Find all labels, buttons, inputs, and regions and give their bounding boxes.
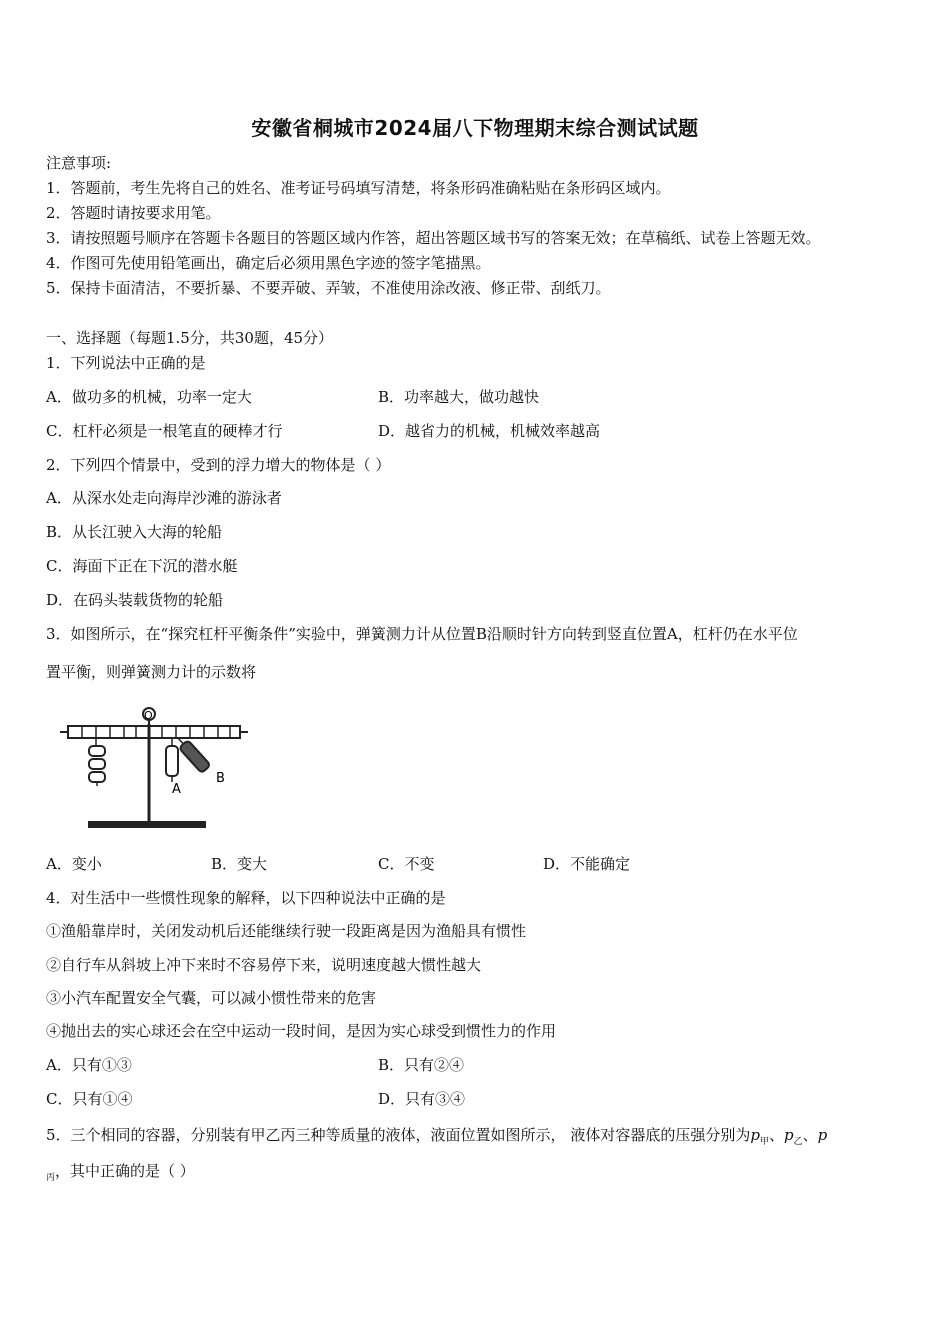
q2-option-d: D．在码头装载货物的轮船 — [46, 591, 224, 609]
hanging-weights — [89, 746, 105, 782]
q1-option-a: A．做功多的机械，功率一定大 — [46, 388, 252, 406]
p-symbol: p — [817, 1126, 828, 1144]
q5-stem-tail: ，其中正确的是（ ） — [55, 1162, 195, 1180]
notice-item-5: 5．保持卡面清洁，不要折暴、不要弄破、弄皱，不准使用涂改液、修正带、刮纸刀。 — [46, 279, 611, 297]
q2-option-c: C．海面下正在下沉的潜水艇 — [46, 557, 238, 575]
notice-item-4: 4．作图可先使用铅笔画出，确定后必须用黑色字迹的签字笔描黑。 — [46, 254, 491, 272]
q4-statement-2: ②自行车从斜坡上冲下来时不容易停下来，说明速度越大惯性越大 — [46, 956, 482, 974]
q4-stem: 4．对生活中一些惯性现象的解释，以下四种说法中正确的是 — [46, 889, 446, 907]
q1-option-b: B．功率越大，做功越快 — [378, 388, 540, 406]
spring-scale-b — [174, 734, 211, 773]
q4-option-d: D．只有③④ — [378, 1090, 466, 1108]
q1-option-c: C．杠杆必须是一根笔直的硬棒才行 — [46, 422, 283, 440]
q3-option-b: B．变大 — [211, 855, 268, 873]
notice-heading: 注意事项: — [46, 154, 112, 172]
q2-stem: 2．下列四个情景中，受到的浮力增大的物体是（ ） — [46, 456, 391, 474]
q2-option-b: B．从长江驶入大海的轮船 — [46, 523, 223, 541]
q4-option-c: C．只有①④ — [46, 1090, 133, 1108]
q5-stem-line1 — [46, 1124, 827, 1147]
q5-stem-text: 5．三个相同的容器，分别装有甲乙丙三种等质量的液体，液面位置如图所示， 液体对容器底的压强分别为 — [46, 1126, 751, 1144]
q4-statement-4: ④抛出去的实心球还会在空中运动一段时间，是因为实心球受到惯性力的作用 — [46, 1022, 557, 1040]
label-b: B — [216, 771, 225, 786]
q3-option-d: D．不能确定 — [543, 855, 631, 873]
q4-option-b: B．只有②④ — [378, 1056, 465, 1074]
p-symbol: p — [750, 1126, 760, 1144]
notice-item-3: 3．请按照题号顺序在答题卡各题目的答题区域内作答，超出答题区域书写的答案无效；在草稿纸、试卷上答题无效。 — [46, 229, 821, 247]
lever-experiment-figure — [56, 702, 256, 840]
q5-stem-line2 — [46, 1160, 195, 1183]
separator: 、 — [802, 1126, 818, 1144]
q2-option-a: A．从深水处走向海岸沙滩的游泳者 — [46, 489, 282, 507]
notice-item-2: 2．答题时请按要求用笔。 — [46, 204, 221, 222]
label-o: O — [144, 709, 153, 722]
q4-option-a: A．只有①③ — [46, 1056, 132, 1074]
label-a: A — [172, 782, 181, 797]
stand-base — [88, 821, 206, 828]
q4-statement-1: ①渔船靠岸时，关闭发动机后还能继续行驶一段距离是因为渔船具有惯性 — [46, 922, 527, 940]
separator: 、 — [768, 1126, 784, 1144]
p-symbol: p — [783, 1126, 794, 1144]
spring-scale-a — [166, 738, 178, 782]
lever-bar — [68, 726, 240, 738]
page-title: 安徽省桐城市2024届八下物理期末综合测试试题 — [251, 116, 699, 140]
section-heading: 一、选择题（每题1.5分，共30题，45分） — [46, 329, 334, 347]
q4-statement-3: ③小汽车配置安全气囊，可以减小惯性带来的危害 — [46, 989, 377, 1007]
q3-option-a: A．变小 — [46, 855, 102, 873]
q1-stem: 1．下列说法中正确的是 — [46, 354, 206, 372]
notice-item-1: 1．答题前，考生先将自己的姓名、准考证号码填写清楚，将条形码准确粘贴在条形码区域内。 — [46, 179, 671, 197]
sub-yi: 乙 — [793, 1137, 803, 1147]
sub-jia: 甲 — [759, 1137, 769, 1147]
sub-bing: 丙 — [46, 1173, 56, 1183]
q3-stem-line1: 3．如图所示，在“探究杠杆平衡条件”实验中，弹簧测力计从位置B沿顺时针方向转到竖直位置A，杠杆仍在水平位 — [46, 625, 798, 643]
q3-stem-line2: 置平衡，则弹簧测力计的示数将 — [46, 663, 257, 681]
q1-option-d: D．越省力的机械，机械效率越高 — [378, 422, 601, 440]
q3-option-c: C．不变 — [378, 855, 435, 873]
